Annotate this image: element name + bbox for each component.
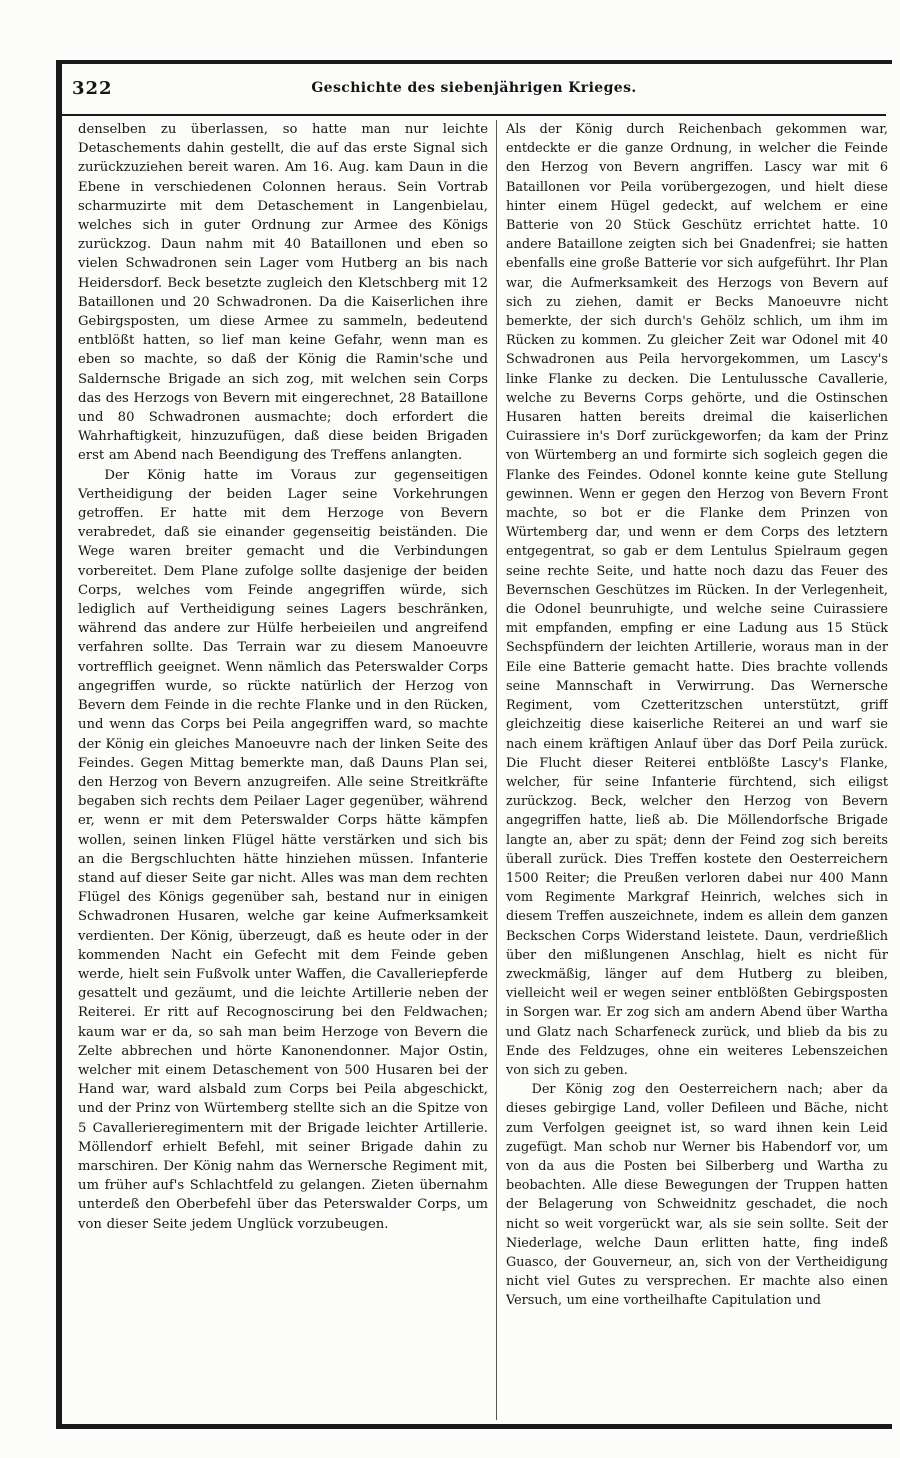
running-title: Geschichte des siebenjährigen Krieges.: [311, 80, 637, 96]
right-text-column: [506, 120, 888, 1420]
running-header: [62, 66, 886, 116]
left-paragraph-2: Der König hatte im Voraus zur gegenseitigen Vertheidigung der beiden Lager seine Vorkehrungen getroffen. Er hatte mit dem Herzoge von Bevern verabredet, daß sie einander gegenseitig beiständen. Die Wege waren breiter gemacht und die Verbindungen vorbereitet. Dem Plane zufolge sollte dasjenige der beiden Corps, welches vom Feinde angegriffen würde, sich lediglich auf Vertheidigung seines Lagers beschränken, während das andere zur Hülfe herbeieilen und angreifend verfahren sollte. Das Terrain war zu diesem Manoeuvre vortrefflich geeignet. Wenn nämlich das Peterswalder Corps angegriffen wurde, so rückte natürlich der Herzog von Bevern dem Feinde in die rechte Flanke und in den Rücken, und wenn das Corps bei Peila angegriffen ward, so machte der König ein gleiches Manoeuvre nach der linken Seite des Feindes. Gegen Mittag bemerkte man, daß Dauns Plan sei, den Herzog von Bevern anzugreifen. Alle seine Streitkräfte begaben sich rechts dem Peilaer Lager gegenüber, während er, wenn er mit dem Peterswalder Corps hätte kämpfen wollen, seinen linken Flügel hätte verstärken und sich bis an die Bergschluchten hätte hinziehen müssen. Infanterie stand auf dieser Seite gar nicht. Alles was man dem rechten Flügel des Königs gegenüber sah, bestand nur in einigen Schwadronen Husaren, welche gar keine Aufmerksamkeit verdienten. Der König, überzeugt, daß es heute oder in der kommenden Nacht ein Gefecht mit dem Feinde geben werde, hielt sein Fußvolk unter Waffen, die Cavalleriepferde gesattelt und gezäumt, und die leichte Artillerie neben der Reiterei. Er ritt auf Recognoscirung bei den Feldwachen; kaum war er da, so sah man beim Herzoge von Bevern die Zelte abbrechen und hörte Kanonendonner. Major Ostin, welcher mit einem Detaschement von 500 Husaren bei der Hand war, ward alsbald zum Corps bei Peila abgeschickt, und der Prinz von Würtemberg stellte sich an die Spitze von 5 Cavallerieregimentern mit der Brigade leichter Artillerie. Möllendorf erhielt Befehl, mit seiner Brigade dahin zu marschiren. Der König nahm das Wernersche Regiment mit, um früher auf's Schlachtfeld zu gelangen. Zieten übernahm unterdeß den Oberbefehl über das Peterswalder Corps, um von dieser Seite jedem Unglück vorzubeugen.: [78, 467, 488, 1232]
page-number: 322: [72, 78, 113, 99]
page-frame-left-rule: [56, 60, 62, 1428]
page-frame-bottom-rule: [56, 1424, 892, 1429]
left-paragraph-1: denselben zu überlassen, so hatte man nur leichte Detaschements dahin gestellt, die auf das erste Signal sich zurückzuziehen bereit waren. Am 16. Aug. kam Daun in die Ebene in verschiedenen Colonnen heraus. Sein Vortrab scharmuzirte mit dem Detaschement in Langenbielau, welches sich in guter Ordnung zur Armee des Königs zurückzog. Daun nahm mit 40 Bataillonen und eben so vielen Schwadronen sein Lager vom Hutberg an bis nach Heidersdorf. Beck besetzte zugleich den Kletschberg mit 12 Bataillonen und 20 Schwadronen. Da die Kaiserlichen ihre Gebirgsposten, um diese Armee zu sammeln, bedeutend entblößt hatten, so lief man keine Gefahr, wenn man es eben so machte, so daß der König die Ramin'sche und Saldernsche Brigade an sich zog, mit welchen sein Corps das des Herzogs von Bevern mit eingerechnet, 28 Bataillone und 80 Schwadronen ausmachte; doch erfordert die Wahrhaftigkeit, hinzuzufügen, daß diese beiden Brigaden erst am Abend nach Beendigung des Treffens anlangten.: [78, 122, 488, 464]
column-divider: [496, 120, 497, 1420]
page-frame-top-rule: [56, 60, 892, 64]
left-text-column: [78, 120, 488, 1420]
right-paragraph-2: Der König zog den Oesterreichern nach; aber da dieses gebirgige Land, voller Defileen und Bäche, nicht zum Verfolgen geeignet ist, so ward ihnen kein Leid zugefügt. Man schob nur Werner bis Habendorf vor, um von da aus die Posten bei Silberberg und Wartha zu beobachten. Alle diese Bewegungen der Truppen hatten der Belagerung von Schweidnitz geschadet, die noch nicht so weit vorgerückt war, als sie sein sollte. Seit der Niederlage, welche Daun erlitten hatte, fing indeß Guasco, der Gouverneur, an, sich von der Vertheidigung nicht viel Gutes zu versprechen. Er machte also einen Versuch, um eine vortheilhafte Capitulation und: [506, 1082, 888, 1309]
right-paragraph-1: Als der König durch Reichenbach gekommen war, entdeckte er die ganze Ordnung, in welcher die Feinde den Herzog von Bevern angriffen. Lascy war mit 6 Bataillonen vor Peila vorübergezogen, und hielt diese hinter einem Hügel gedeckt, auf welchem er eine Batterie von 20 Stück Geschütz errichtet hatte. 10 andere Bataillone zeigten sich bei Gnadenfrei; sie hatten ebenfalls eine große Batterie vor sich aufgeführt. Ihr Plan war, die Aufmerksamkeit des Herzogs von Bevern auf sich zu ziehen, damit er Becks Manoeuvre nicht bemerkte, der sich durch's Gehölz schlich, um ihm im Rücken zu kommen. Zu gleicher Zeit war Odonel mit 40 Schwadronen aus Peila hervorgekommen, um Lascy's linke Flanke zu decken. Die Lentulussche Cavallerie, welche zu Beverns Corps gehörte, und die Ostinschen Husaren hatten bereits dreimal die kaiserlichen Cuirassiere in's Dorf zurückgeworfen; da kam der Prinz von Würtemberg an und formirte sich sogleich gegen die Flanke des Feindes. Odonel konnte keine gute Stellung gewinnen. Wenn er gegen den Herzog von Bevern Front machte, so bot er die Flanke dem Prinzen von Würtemberg dar, und wenn er dem Corps des letztern entgegentrat, so gab er dem Lentulus Spielraum gegen seine rechte Seite, und hatte noch dazu das Feuer des Bevernschen Geschützes im Rücken. In der Verlegenheit, die Odonel beunruhigte, und welche seine Cuirassiere mit empfanden, empfing er eine Ladung aus 15 Stück Sechspfündern der leichten Artillerie, woraus man in der Eile eine Batterie gemacht hatte. Dies brachte vollends seine Mannschaft in Verwirrung. Das Wernersche Regiment, vom Czetteritzschen unterstützt, griff gleichzeitig diese kaiserliche Reiterei an und warf sie nach einem kräftigen Anlauf über das Dorf Peila zurück. Die Flucht dieser Reiterei entblößte Lascy's Flanke, welcher, für seine Infanterie fürchtend, sich eiligst zurückzog. Beck, welcher den Herzog von Bevern angegriffen hatte, ließ ab. Die Möllendorfsche Brigade langte an, aber zu spät; denn der Feind zog sich bereits überall zurück. Dies Treffen kostete den Oesterreichern 1500 Reiter; die Preußen verloren dabei nur 400 Mann vom Regimente Markgraf Heinrich, welches sich in diesem Treffen auszeichnete, indem es allein dem ganzen Beckschen Corps Widerstand leistete. Daun, verdrießlich über den mißlungenen Anschlag, hielt es nicht für zweckmäßig, länger auf dem Hutberg zu bleiben, vielleicht weil er wegen seiner entblößten Gebirgsposten in Sorgen war. Er zog sich am andern Abend über Wartha und Glatz nach Scharfeneck zurück, und blieb da bis zu Ende des Feldzuges, ohne ein weiteres Lebenszeichen von sich zu geben.: [506, 122, 888, 1078]
